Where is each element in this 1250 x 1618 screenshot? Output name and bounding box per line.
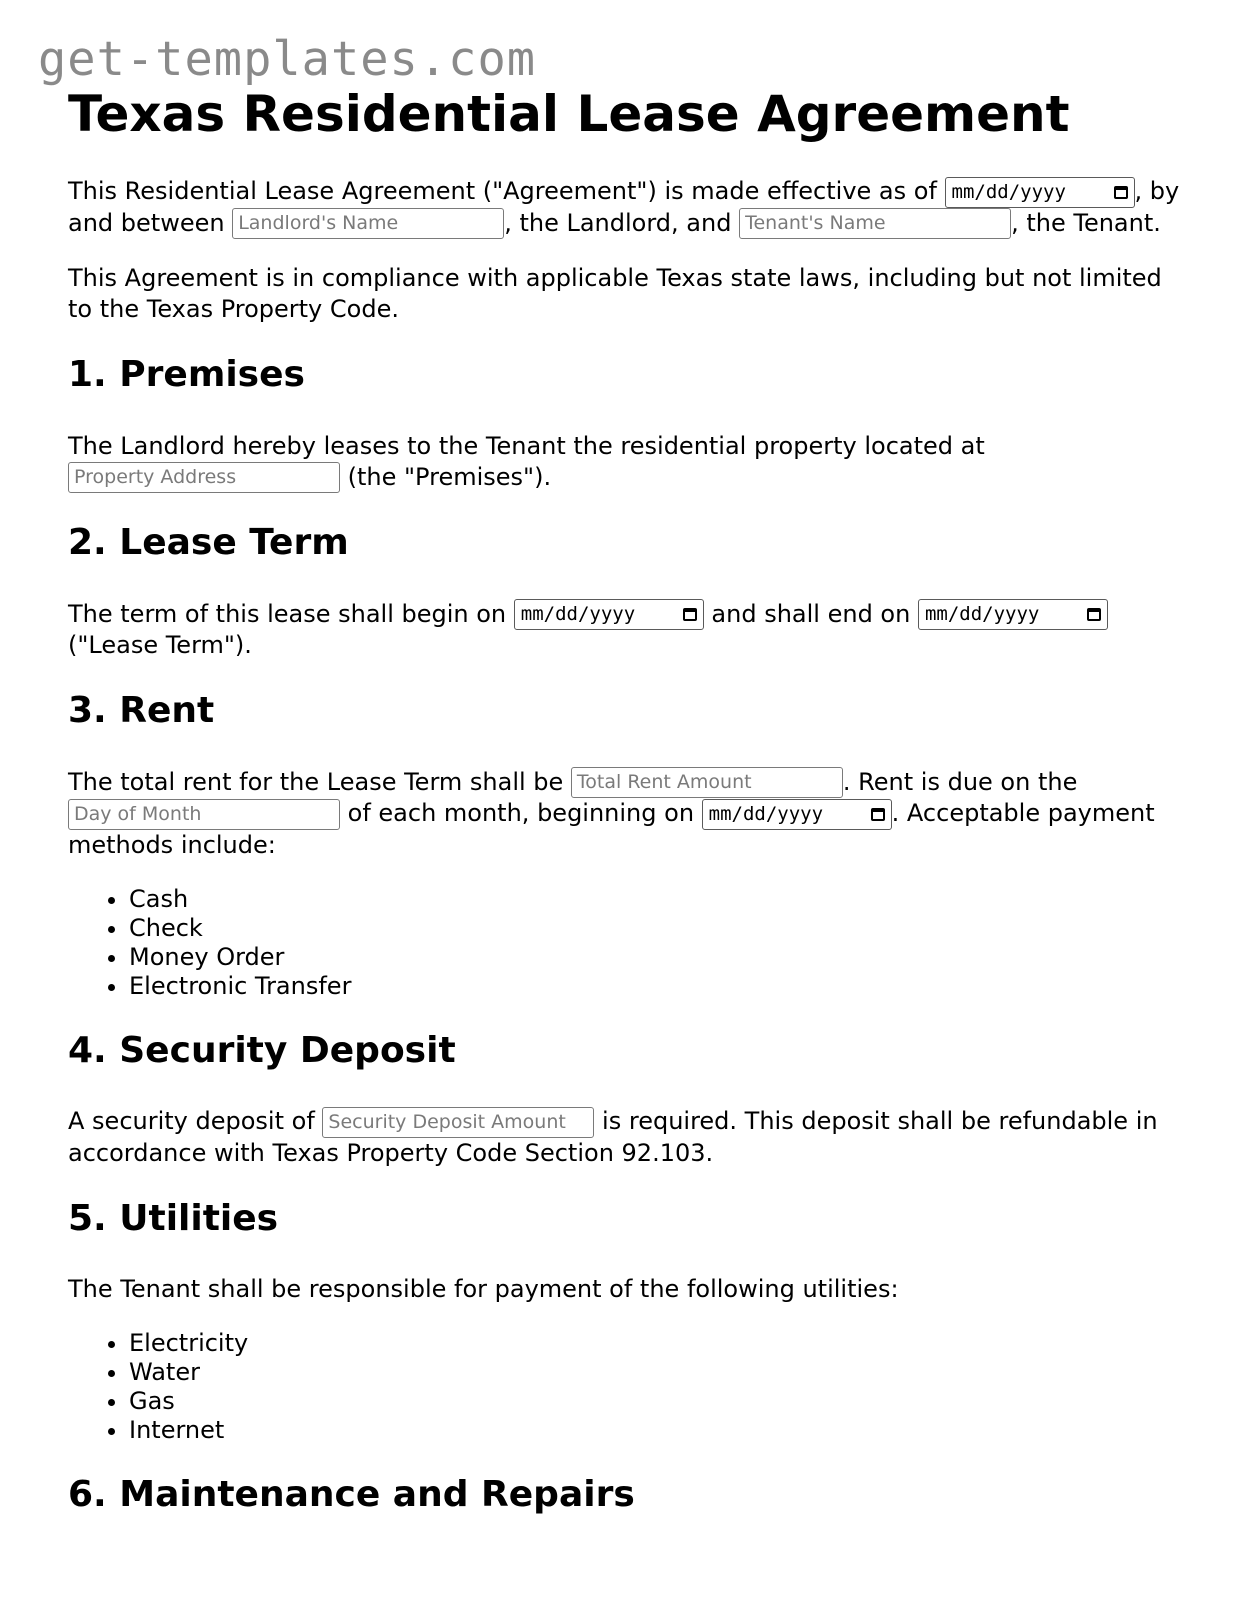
rent-text-1: The total rent for the Lease Term shall be <box>68 767 564 796</box>
calendar-icon[interactable] <box>683 608 697 621</box>
list-item: • Gas <box>129 1387 1183 1416</box>
effective-date-input[interactable] <box>945 177 1135 208</box>
lease-end-date-input[interactable] <box>918 599 1108 630</box>
list-item: • Electronic Transfer <box>129 972 1183 1001</box>
rent-begin-date-input[interactable] <box>702 799 892 830</box>
list-item: • Water <box>129 1358 1183 1387</box>
list-item: • Money Order <box>129 943 1183 972</box>
rent-text-2: . Rent is due on the <box>842 767 1078 796</box>
intro-text-2: , by and between <box>68 177 1180 237</box>
list-item: • Electricity <box>129 1329 1183 1358</box>
section-heading-utilities: 5. Utilities <box>68 1197 279 1239</box>
calendar-icon[interactable] <box>1087 608 1101 621</box>
premises-text-2: (the "Premises"). <box>347 462 552 491</box>
list-item: • Cash <box>129 885 1183 914</box>
lease-end-date-value: mm/dd/yyyy <box>924 603 1040 626</box>
section-heading-security-deposit: 4. Security Deposit <box>68 1029 456 1071</box>
lease-start-date-input[interactable] <box>514 599 704 630</box>
deposit-text-1: A security deposit of <box>68 1107 315 1136</box>
intro-text-3: , the Landlord, and <box>504 208 732 237</box>
lease-document <box>68 84 1183 1551</box>
deposit-paragraph <box>68 1106 1183 1169</box>
rent-begin-date-value: mm/dd/yyyy <box>708 802 824 825</box>
list-item: • Check <box>129 914 1183 943</box>
premises-text-1: The Landlord hereby leases to the Tenant the residential property located at <box>68 431 985 460</box>
calendar-icon[interactable] <box>1114 186 1128 199</box>
effective-date-value: mm/dd/yyyy <box>951 180 1066 203</box>
deposit-text-2: is required. This deposit shall be refundable in accordance with Texas Property Code Section 92.103. <box>68 1107 1158 1167</box>
premises-paragraph <box>68 431 1183 494</box>
section-heading-lease-term: 2. Lease Term <box>68 522 349 564</box>
lease-term-text-2: and shall end on <box>711 599 911 628</box>
section-heading-premises: 1. Premises <box>68 354 305 395</box>
calendar-icon[interactable] <box>871 808 885 821</box>
section-heading-rent: 3. Rent <box>68 690 215 732</box>
intro-text-1: This Residential Lease Agreement ("Agreement") is made effective as of <box>68 177 937 205</box>
rent-text-3: of each month, beginning on <box>347 799 695 828</box>
total-rent-amount-input[interactable] <box>571 767 843 798</box>
payment-methods-list <box>68 885 1183 1001</box>
day-of-month-input[interactable] <box>68 799 340 830</box>
security-deposit-amount-input[interactable] <box>322 1107 594 1138</box>
rent-paragraph <box>68 767 1183 861</box>
utilities-list <box>68 1329 1183 1445</box>
list-item: • Internet <box>129 1416 1183 1445</box>
watermark: get-templates.com <box>38 32 537 87</box>
tenant-name-input[interactable] <box>739 208 1011 239</box>
property-address-input[interactable] <box>68 462 340 493</box>
intro-text-4: , the Tenant. <box>1011 208 1161 237</box>
rent-text-4: . Acceptable payment methods include: <box>68 799 1155 859</box>
lease-term-paragraph <box>68 599 1183 662</box>
lease-start-date-value: mm/dd/yyyy <box>520 603 636 626</box>
intro-paragraph <box>68 176 1183 239</box>
section-heading-maintenance: 6. Maintenance and Repairs <box>68 1474 635 1516</box>
utilities-paragraph: The Tenant shall be responsible for payment of the following utilities: <box>68 1275 899 1304</box>
document-title: Texas Residential Lease Agreement <box>68 85 1070 143</box>
landlord-name-input[interactable] <box>232 208 504 239</box>
lease-term-text-3: ("Lease Term"). <box>68 631 252 660</box>
compliance-paragraph: This Agreement is in compliance with applicable Texas state laws, including but not limited to the Texas Property Code. <box>68 264 1162 323</box>
lease-term-text-1: The term of this lease shall begin on <box>68 599 507 628</box>
